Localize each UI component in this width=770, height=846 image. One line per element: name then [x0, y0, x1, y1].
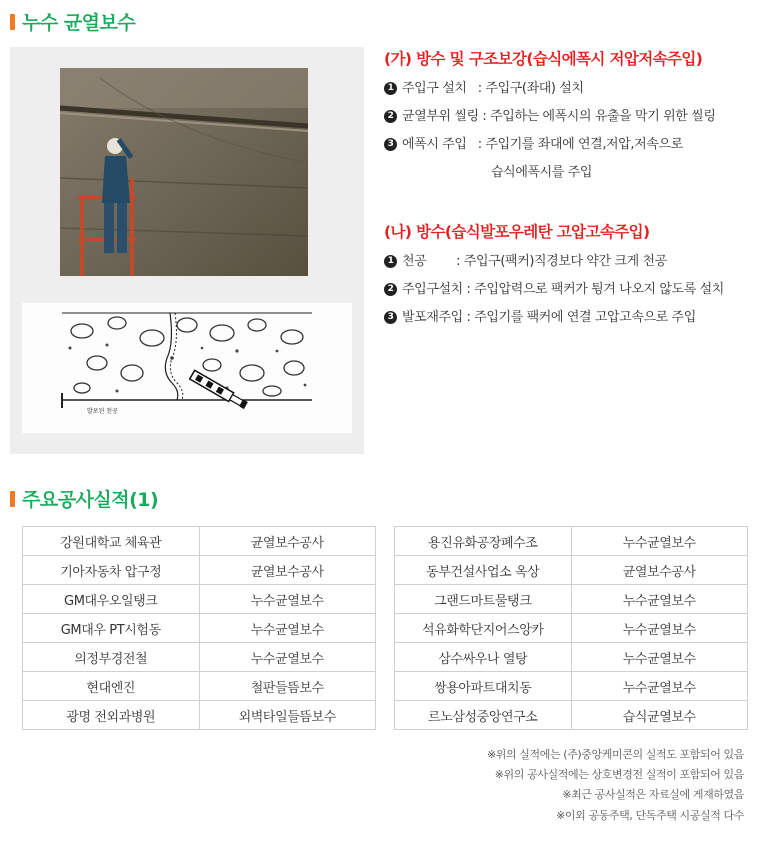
- table-row: [395, 672, 748, 701]
- section-header-major-works: [10, 485, 158, 512]
- method-epoxy-injection: [384, 47, 764, 193]
- step-number-icon: 1: [384, 82, 397, 95]
- work-type-cell: 습식균열보수: [571, 701, 748, 730]
- step-label: 주입구 설치 :: [402, 81, 486, 96]
- work-type-cell: 누수균열보수: [199, 643, 376, 672]
- step-number-icon: 3: [384, 311, 397, 324]
- step-label: 주입구설치 :: [402, 282, 475, 297]
- worker-ceiling-photo: [60, 68, 308, 276]
- table-row: [23, 672, 376, 701]
- section-bullet-icon: [10, 14, 15, 30]
- step-label: 균열부위 씰링 :: [402, 109, 491, 124]
- project-name-cell: 그랜드마트물탱크: [395, 585, 572, 614]
- work-type-cell: 누수균열보수: [199, 585, 376, 614]
- project-name-cell: 용진유화공장폐수조: [395, 527, 572, 556]
- project-name-cell: GM대우 PT시험동: [23, 614, 200, 643]
- project-name-cell: 의정부경전철: [23, 643, 200, 672]
- work-type-cell: 누수균열보수: [199, 614, 376, 643]
- step-desc: 주입구(좌대) 설치: [485, 81, 584, 96]
- notes: [487, 749, 744, 830]
- table-row: [395, 701, 748, 730]
- step-desc: 주입압력으로 팩커가 튕겨 나오지 않도록 설치: [474, 282, 724, 297]
- work-type-cell: 누수균열보수: [571, 585, 748, 614]
- note-line: ※위의 공사실적에는 상호변경전 실적이 포함되어 있음: [494, 768, 744, 782]
- step-desc: 주입기를 좌대에 연결,저압,저속으로: [485, 137, 683, 152]
- section-header-leak-repair: [10, 8, 135, 35]
- table-row: [23, 585, 376, 614]
- project-name-cell: 르노삼성중앙연구소: [395, 701, 572, 730]
- step-number-icon: 3: [384, 138, 397, 151]
- works-table-right: [394, 526, 748, 730]
- step-desc: 습식에폭시를 주입: [491, 165, 592, 180]
- project-name-cell: 광명 전외과병원: [23, 701, 200, 730]
- method-step: [384, 81, 764, 97]
- work-type-cell: 균열보수공사: [199, 527, 376, 556]
- work-type-cell: 누수균열보수: [571, 527, 748, 556]
- step-label: 발포재주입 :: [402, 310, 475, 325]
- section-bullet-icon: [10, 491, 15, 507]
- work-type-cell: 외벽타일들뜸보수: [199, 701, 376, 730]
- step-number-icon: 2: [384, 110, 397, 123]
- project-name-cell: 현대엔진: [23, 672, 200, 701]
- table-row: [395, 527, 748, 556]
- method-step: [384, 254, 764, 270]
- section-title: 주요공사실적(1): [22, 489, 159, 511]
- method-step: [384, 282, 764, 298]
- step-desc: 주입구(팩커)직경보다 약간 크게 천공: [463, 254, 667, 269]
- injection-diagram: [22, 303, 352, 433]
- step-number-icon: 2: [384, 283, 397, 296]
- project-name-cell: 기아자동차 압구정: [23, 556, 200, 585]
- table-row: [395, 556, 748, 585]
- project-name-cell: 쌍용아파트대치동: [395, 672, 572, 701]
- note-line: ※최근 공사실적은 자료실에 게재하였음: [562, 788, 744, 802]
- table-row: [395, 614, 748, 643]
- table-row: [23, 527, 376, 556]
- note-line: ※이외 공동주택, 단독주택 시공실적 다수: [556, 808, 744, 822]
- table-row: [395, 643, 748, 672]
- work-type-cell: 누수균열보수: [571, 672, 748, 701]
- method-step: [384, 310, 764, 326]
- step-number-icon: 1: [384, 255, 397, 268]
- photo-panel: [10, 47, 364, 454]
- project-name-cell: 강원대학교 체육관: [23, 527, 200, 556]
- table-row: [23, 643, 376, 672]
- step-desc: 주입기를 팩커에 연결 고압고속으로 주입: [474, 310, 696, 325]
- work-type-cell: 균열보수공사: [199, 556, 376, 585]
- method-urethane-injection: [384, 220, 764, 338]
- method-title: (나) 방수(습식발포우레탄 고압고속주입): [384, 223, 650, 241]
- project-name-cell: GM대우오일탱크: [23, 585, 200, 614]
- project-name-cell: 삼수싸우나 열탕: [395, 643, 572, 672]
- work-type-cell: 누수균열보수: [571, 614, 748, 643]
- work-type-cell: 균열보수공사: [571, 556, 748, 585]
- table-row: [23, 556, 376, 585]
- project-name-cell: 동부건설사업소 옥상: [395, 556, 572, 585]
- table-row: [395, 585, 748, 614]
- work-type-cell: 누수균열보수: [571, 643, 748, 672]
- method-title: (가) 방수 및 구조보강(습식에폭시 저압저속주입): [384, 50, 703, 68]
- method-step: [384, 109, 764, 125]
- table-row: [23, 614, 376, 643]
- method-step: [384, 137, 764, 153]
- section-title: 누수 균열보수: [22, 12, 136, 34]
- project-name-cell: 석유화학단지어스앙카: [395, 614, 572, 643]
- step-desc: 주입하는 에폭시의 유출을 막기 위한 씰링: [490, 109, 716, 124]
- work-type-cell: 철판들뜸보수: [199, 672, 376, 701]
- works-table-left: [22, 526, 376, 730]
- method-step-continuation: [384, 165, 764, 181]
- table-row: [23, 701, 376, 730]
- step-label: 에폭시 주입 :: [402, 137, 486, 152]
- step-label: 천공 :: [402, 254, 464, 269]
- drawing-caption: 발포된 천공: [87, 408, 118, 415]
- note-line: ※위의 실적에는 (주)중앙케미콘의 실적도 포함되어 있음: [486, 748, 744, 761]
